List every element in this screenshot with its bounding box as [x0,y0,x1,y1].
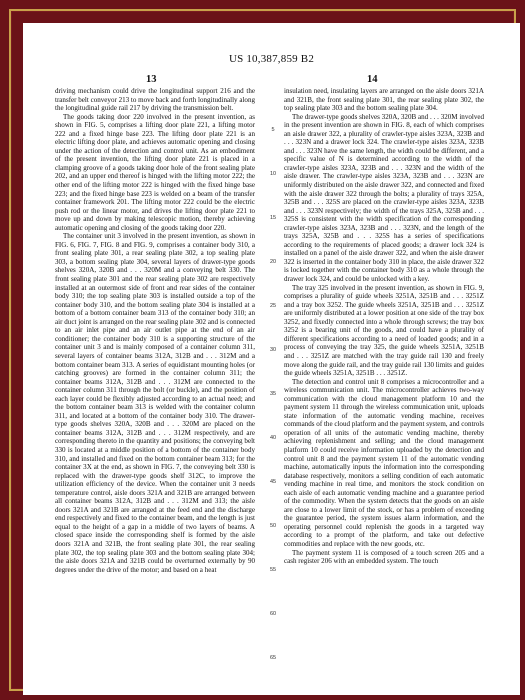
line-number: 40 [269,435,277,441]
line-number: 35 [269,391,277,397]
line-number: 30 [269,347,277,353]
line-number: 5 [271,127,275,133]
patent-number: US 10,387,859 B2 [228,53,315,65]
right-text-column [284,87,484,689]
line-number: 25 [269,303,277,309]
paragraph: The container unit 3 involved in the present invention, as shown in FIG. 6, FIG. 7, FIG. 8 and FIG. 9, comprises a container body 310, a front sealing plate 301, a rear sealing plate 302, a top sealing plate 303, a bottom sealing plate 304, several layers of drawer-type goods shelves 320A, 320B and . . . 320M and a conveying belt 330. The front sealing plate 301 and the rear sealing plate 302 are respectively installed at an outermost side of front and rear sides of the container body 310; the top sealing plate 303 is installed outside a top of the container body 310, and the bottom sealing plate 304 is installed at a bottom of a bottom container beam 313 of the container body 310; an air duct joint is arranged on the rear sealing plate 302 and is connected to an air inlet pipe and an air outlet pipe at the end of an air conditioner; the container body 310 is a supporting structure of the container unit 3 and is mainly composed of a container column 311, several layers of container beams 312A, 312B and . . . 312M and a bottom container beam 313. A series of equidistant mounting holes (or catching grooves) are formed in the container column 311; the container beams 312A, 312B and . . . 312M are connected to the container column 311 through the bolt (or buckle), and the position of each layer could be flexibly adjusted according to an actual need; and the bottom container beam 313 is welded with the container column 311, and located at a bottom of the container body 310. The drawer-type goods shelves 320A, 320B and . . . 320M are placed on the container beams 312A, 312B and . . . 312M respectively, and are corresponding thereto in the quantity and positions; the conveying belt 330 is located at a middle position of a bottom of the container body 310, and installed and fixed on the bottom container beam 313; for the container 3X at the end, as shown in FIG. 7, the conveying belt 330 is replaced with the drawer-type goods shelf 312C, to improve the utilization efficiency of the device. When the container unit 3 needs temperature control, aisle doors 321A and 321B are arranged between all container beams 312A, 312B and . . . 312M and 313; the aisle doors 321A and 321B are arranged at the feed end and the discharge end respectively and fixed to the container beam, and the length is just equal to the height of a gap in a middle of two layers of beams. A closed space inside the corresponding shelf is formed by the aisle doors 321A and 321B, the front sealing plate 301, the rear sealing plate 302, the top sealing plate 303 and the bottom sealing plate 304; the aisle doors 321A and 321B could be overturned externally by 90 degrees under the drive of the motor; and based on a heat [55,232,255,574]
left-text-column [55,87,255,689]
paragraph: insulation need, insulating layers are arranged on the aisle doors 321A and 321B, the front sealing plate 301, the rear sealing plate 302, the top sealing plate 303 and the bottom sealing plate 304. [284,87,484,113]
line-number: 60 [269,611,277,617]
line-number: 55 [269,567,277,573]
line-number: 65 [269,655,277,661]
line-number: 10 [269,171,277,177]
line-number: 50 [269,523,277,529]
left-column-number: 13 [146,74,157,85]
paragraph: The detection and control unit 8 comprises a microcontroller and a wireless communication unit. The microcontroller achieves two-way communication with the cloud management platform 10 and the payment system 11 through the wireless communication unit, uploads state information of the automatic vending machine, receives commands of the cloud platform and the payment system, and controls operation of all units of the automatic vending machine, thereby achieving replenishment and selling; and the cloud management platform 10 could receive information uploaded by the detection and control unit 8 and the payment system 11 of the automatic vending machine, automatically inputs the information into the corresponding database respectively, monitors a selling condition of each automatic vending machine in real time, and monitors the stock condition on each aisle of each automatic vending machine and a guarantee period of the commodity. When the system detects that the goods on an aisle are close to a lower limit of the stock, or has a problem of exceeding the guarantee period, the system issues alarm information, and the operating personnel could replenish the goods in a targeted way according to a prompt of the platform, and take out defective commodities and replace with the new goods, etc. [284,377,484,548]
patent-page [23,23,520,695]
paragraph: driving mechanism could drive the longitudinal support 216 and the transfer belt conveyor 213 to move back and forth longitudinally along the longitudinal guide rail 217 by driving the transmission belt. [55,87,255,113]
paragraph: The drawer-type goods shelves 320A, 320B and . . . 320M involved in the present invention are shown in FIG. 8, each of which comprises an aisle drawer 322, a plurality of crawler-type aisles 323A, 323B and . . . 323N and a drawer lock 324. The crawler-type aisles 323A, 323B and . . . 323N have the same length, the width could be different, and a specific value of N is determined according to the width of the crawler-type aisles 323A, 323B and . . . 323N and the width of the aisle drawer. The crawler-type aisles 323A, 323B and . . . 323N are uniformly distributed on the aisle drawer 322, and connected and fixed with the aisle drawer 322 through the bolts; a plurality of trays 325A, 325B and . . . 325S are placed on the crawler-type aisles 323A, 323B and . . . 323N respectively; the width of the trays 325A, 325B and . . . 325S is consistent with the width specification of the corresponding crawler-type aisles 323A, 323B and . . . 323N, and the length of the trays 325A, 325B and . . . 325S has a series of specifications according to the requirements of placed goods; a drawer lock 324 is installed on a panel of the aisle drawer 322, and when the aisle drawer 322 is inserted in the container body 310 in place, the aisle drawer 322 is locked together with the container body 310 as a whole through the drawer lock 324, and could be unlocked with a key. [284,112,484,284]
line-number: 45 [269,479,277,485]
paragraph: The tray 325 involved in the present invention, as shown in FIG. 9, comprises a plurality of guide wheels 3251A, 3251B and . . . 3251Z and a tray box 3252. The guide wheels 3251A, 3251B and . . . 3251Z are uniformly distributed at a lower position at one side of the tray box 3252, and fixedly connected into a whole through screws; the tray box 3252 is a bearing unit of the goods, and could have a plurality of different specifications according to a need of loaded goods; and in a process of conveying the tray 325, the guide wheels 3251A, 3251B and . . . 3251Z are matched with the tray guide rail 130 and freely move along the guide rail, and the tray guide rail 130 limits and guides the guide wheels 3251A, 3251B . . . 3251Z. [284,283,484,378]
line-number: 20 [269,259,277,265]
paragraph: The goods taking door 220 involved in the present invention, as shown in FIG. 5, comprises a lifting door plate 221, a lifting motor 222 and a fixed hinge base 223. The lifting door plate 221 is an electric lifting door plate, and achieves automatic opening and closing under the action of the detection and control unit. As an embodiment of the present invention, the lifting door plate 221 is placed in a clamping groove of a goods taking door hole of the front sealing plate 202, and an upper end thereof is hinged with the lifting motor 222; the other end of the lifting motor 222 is hinged with the fixed hinge base 223; and the fixed hinge base 223 is welded on a beam of the transfer container framework 201. The lifting motor 222 could be the electric push rod or the linear motor, and drives the lifting door plate 221 to move up and down by making telescopic motion, thereby achieving automatic opening and closing of the goods taking door 220. [55,112,255,232]
paragraph: The payment system 11 is composed of a touch screen 205 and a cash register 206 with an embedded system. The touch [284,548,484,566]
line-number: 15 [269,215,277,221]
right-column-number: 14 [367,74,378,85]
line-numbers [267,87,279,687]
